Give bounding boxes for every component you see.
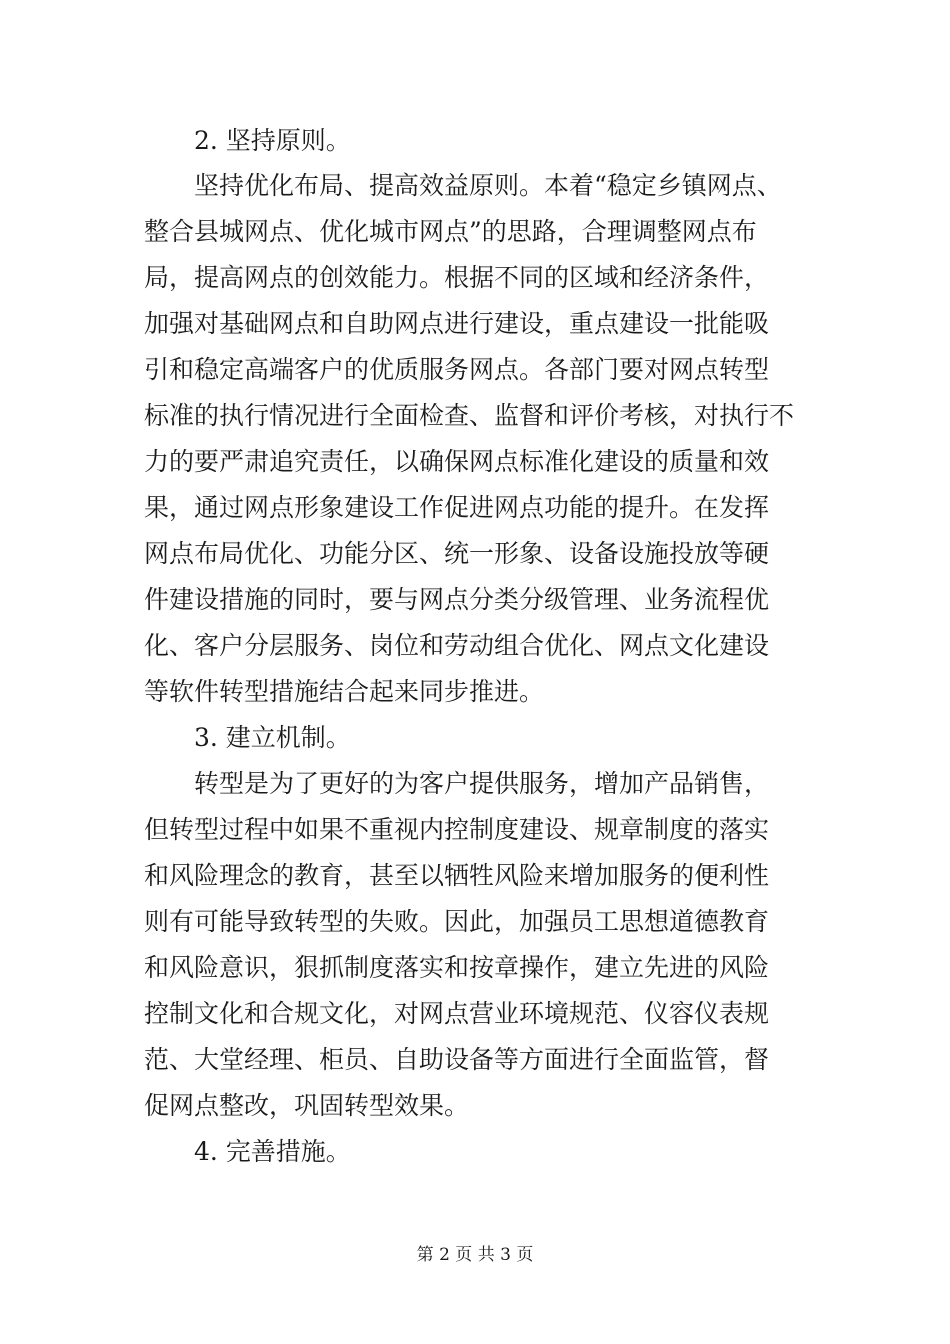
paragraph-line: 坚持优化布局、提高效益原则。本着“稳定乡镇网点、 xyxy=(194,171,782,200)
paragraph-line: 果，通过网点形象建设工作促进网点功能的提升。在发挥 xyxy=(144,493,770,522)
paragraph-line: 范、大堂经理、柜员、自助设备等方面进行全面监管，督 xyxy=(144,1045,770,1074)
paragraph-line: 引和稳定高端客户的优质服务网点。各部门要对网点转型 xyxy=(144,355,770,384)
paragraph-line: 等软件转型措施结合起来同步推进。 xyxy=(144,677,545,706)
page-number-footer: 第 2 页 共 3 页 xyxy=(416,1245,534,1265)
paragraph-line: 局，提高网点的创效能力。根据不同的区域和经济条件， xyxy=(144,263,770,292)
paragraph-line: 但转型过程中如果不重视内控制度建设、规章制度的落实 xyxy=(144,815,770,844)
paragraph-line: 加强对基础网点和自助网点进行建设，重点建设一批能吸 xyxy=(144,309,770,338)
paragraph-line: 标准的执行情况进行全面检查、监督和评价考核，对执行不 xyxy=(144,401,795,430)
paragraph-line: 控制文化和合规文化，对网点营业环境规范、仪容仪表规 xyxy=(144,999,770,1028)
paragraph-line: 促网点整改，巩固转型效果。 xyxy=(144,1091,470,1120)
section-heading: 4. 完善措施。 xyxy=(194,1137,351,1166)
paragraph-line: 和风险理念的教育，甚至以牺牲风险来增加服务的便利性 xyxy=(144,861,770,890)
paragraph-line: 件建设措施的同时，要与网点分类分级管理、业务流程优 xyxy=(144,585,770,614)
section-heading: 3. 建立机制。 xyxy=(194,723,351,752)
paragraph-line: 则有可能导致转型的失败。因此，加强员工思想道德教育 xyxy=(144,907,770,936)
section-heading: 2. 坚持原则。 xyxy=(194,126,351,155)
paragraph-line: 网点布局优化、功能分区、统一形象、设备设施投放等硬 xyxy=(144,539,770,568)
paragraph-line: 整合县城网点、优化城市网点”的思路，合理调整网点布 xyxy=(144,217,757,246)
paragraph-line: 力的要严肃追究责任，以确保网点标准化建设的质量和效 xyxy=(144,447,770,476)
paragraph-line: 化、客户分层服务、岗位和劳动组合优化、网点文化建设 xyxy=(144,631,770,660)
paragraph-line: 和风险意识，狠抓制度落实和按章操作，建立先进的风险 xyxy=(144,953,770,982)
paragraph-line: 转型是为了更好的为客户提供服务，增加产品销售， xyxy=(194,769,770,798)
